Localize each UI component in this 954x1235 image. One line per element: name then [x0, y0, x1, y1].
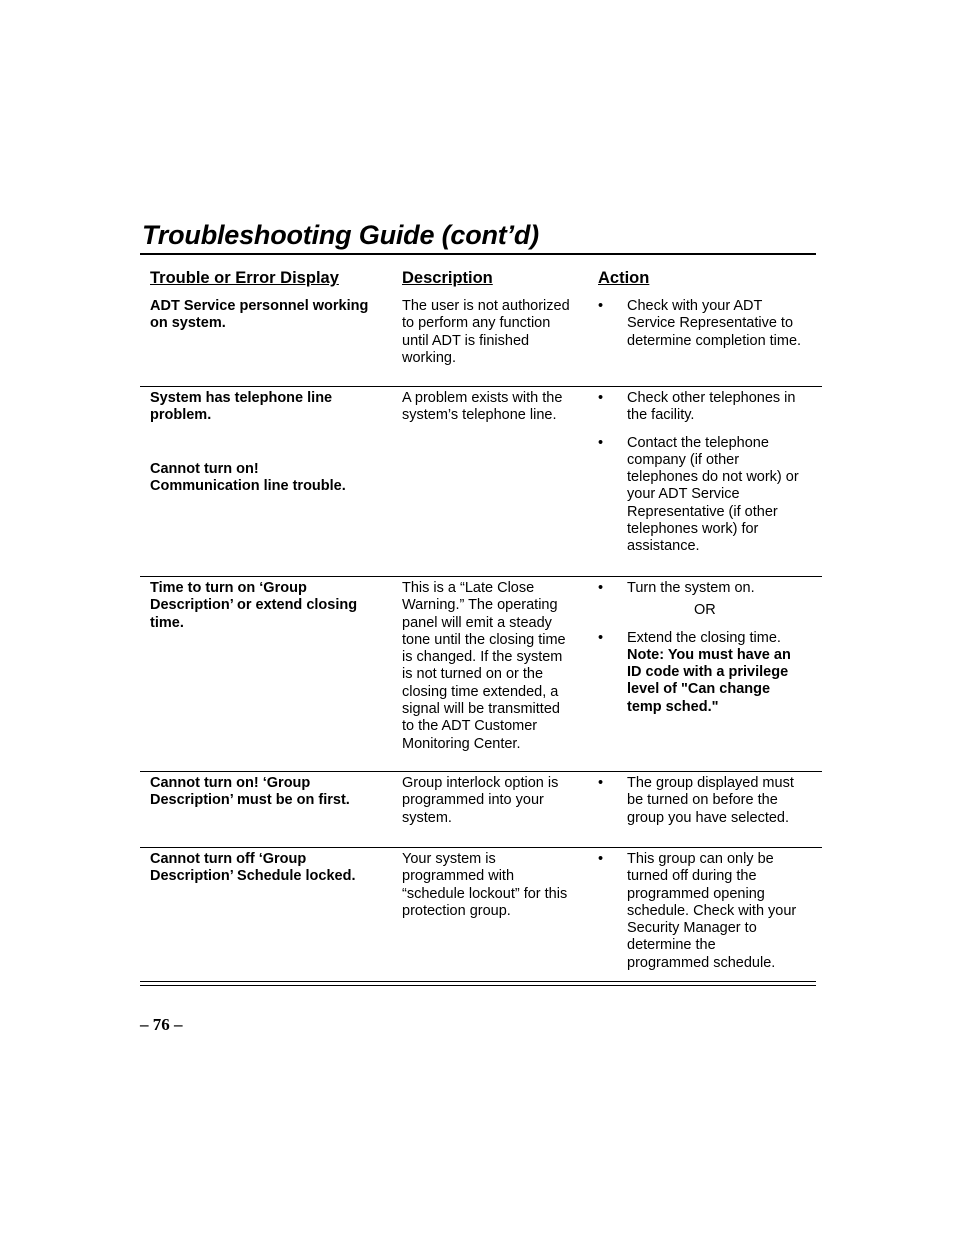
trouble-text: ADT Service personnel working on system. — [150, 298, 369, 332]
action-cell — [598, 298, 820, 350]
or-separator: OR — [694, 602, 716, 619]
privilege-note: Note: You must have an ID code with a privilege level of "Can change temp sched." — [627, 646, 791, 715]
trouble-cell — [150, 390, 390, 495]
action-cell — [598, 580, 820, 733]
description-cell: Your system is programmed with “schedule lockout” for this protection group. — [402, 851, 568, 919]
trouble-text: Cannot turn on! ‘Group Description’ must be on first. — [150, 775, 350, 809]
action-item — [598, 390, 820, 425]
bullet-icon: • — [598, 775, 604, 791]
action-item — [598, 580, 820, 597]
action-item — [598, 775, 820, 827]
page-title: Troubleshooting Guide (cont’d) — [142, 220, 539, 250]
action-text: Check other telephones in the facility. — [627, 390, 796, 424]
action-cell — [598, 390, 820, 556]
action-cell — [598, 775, 820, 827]
column-header-trouble: Trouble or Error Display — [150, 269, 339, 287]
description-cell: Group interlock option is programmed into your system. — [402, 775, 559, 826]
action-text: Check with your ADT Service Representative to determine completion time. — [627, 298, 802, 349]
title-divider — [140, 253, 816, 255]
bullet-icon: • — [598, 390, 604, 406]
action-text: Contact the telephone company (if other telephones do not work) or your ADT Service Representative (if other telephones work) for assistance. — [627, 434, 799, 555]
row-divider — [140, 576, 822, 577]
action-item — [598, 851, 820, 972]
table-bottom-rule — [140, 985, 816, 986]
row-divider — [140, 771, 822, 772]
trouble-text: System has telephone line problem. — [150, 390, 333, 424]
action-item — [598, 630, 820, 734]
trouble-cell — [150, 580, 390, 632]
column-header-description: Description — [402, 269, 493, 287]
action-text: Turn the system on. — [627, 580, 755, 596]
trouble-cell — [150, 851, 390, 886]
trouble-text: Time to turn on ‘Group Description’ or extend closing time. — [150, 580, 358, 631]
description-cell: A problem exists with the system’s telephone line. — [402, 390, 563, 424]
description-cell: This is a “Late Close Warning.” The operating panel will emit a steady tone until the closing time is changed. If the system is not turned on or the closing time extended, a signal will be transmitted to the ADT Customer Monitoring Center. — [402, 580, 566, 752]
description-cell: The user is not authorized to perform any function until ADT is finished working. — [402, 298, 570, 366]
trouble-cell — [150, 775, 390, 810]
action-item — [598, 298, 820, 350]
trouble-cell — [150, 298, 390, 333]
page-number: – 76 – — [140, 1015, 183, 1034]
bullet-icon: • — [598, 298, 604, 314]
table-bottom-rule — [140, 981, 816, 982]
trouble-text: Cannot turn off ‘Group Description’ Schedule locked. — [150, 851, 356, 885]
action-cell — [598, 851, 820, 972]
bullet-icon: • — [598, 580, 604, 596]
column-header-action: Action — [598, 269, 650, 287]
bullet-icon: • — [598, 629, 604, 646]
action-text: Extend the closing time. — [627, 629, 781, 646]
action-text: The group displayed must be turned on before the group you have selected. — [627, 775, 794, 826]
bullet-icon: • — [598, 851, 604, 867]
row-divider — [140, 847, 822, 848]
bullet-icon: • — [598, 434, 604, 451]
trouble-text: Cannot turn on! Communication line trouble. — [150, 460, 346, 494]
action-text: This group can only be turned off during the programmed opening schedule. Check with your Security Manager to determine the programmed schedule. — [627, 851, 797, 971]
action-item — [598, 435, 820, 556]
row-divider — [140, 386, 822, 387]
